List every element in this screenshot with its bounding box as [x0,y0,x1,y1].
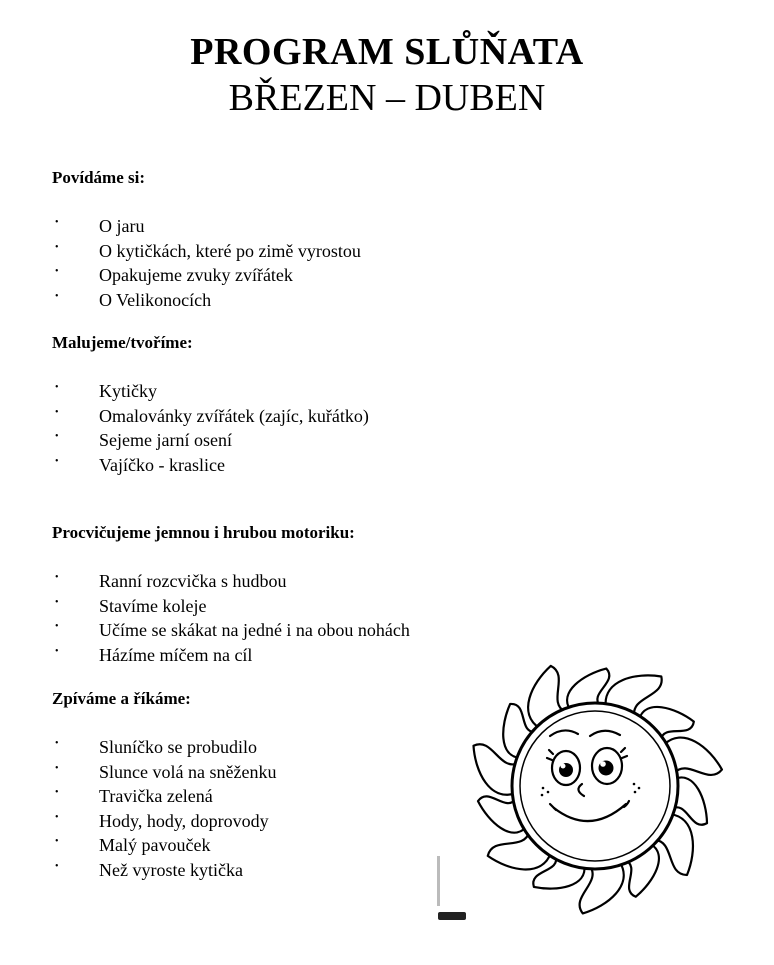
list-item-text: Ranní rozcvička s hudbou [99,571,287,591]
list-item [52,263,492,288]
publisher-logo-icon [438,912,466,920]
list-item [52,379,492,404]
list-item [52,594,492,619]
list-item [52,239,492,264]
bullet-icon: • [55,217,59,228]
item-list [52,735,492,882]
list-item-text: Travička zelená [99,786,213,806]
list-item-text: Vajíčko - kraslice [99,454,225,475]
bullet-icon: • [55,266,59,277]
list-item-text: O Velikonocích [99,289,212,310]
list-item [52,784,492,809]
bullet-icon: • [55,455,59,467]
list-item [52,735,492,760]
section-heading: Povídáme si: [52,168,146,187]
list-item [52,833,492,858]
list-item-text: Malý pavouček [99,835,211,855]
right-eye-shine [600,761,606,767]
bullet-icon: • [55,738,59,749]
item-list [52,569,492,667]
bullet-icon: • [55,572,59,583]
list-item [52,858,492,883]
list-item [52,569,492,594]
item-list [52,214,492,312]
list-item [52,809,492,834]
bullet-icon: • [55,290,59,302]
list-item-text: Učíme se skákat na jedné i na obou nohách [99,620,410,640]
list-item-text: Omalovánky zvířátek (zajíc, kuřátko) [99,405,369,426]
list-item [52,214,492,239]
list-item-text: Sejeme jarní osení [99,430,232,450]
left-eye-shine [561,764,566,769]
list-item-text: Stavíme koleje [99,595,207,616]
list-item-text: Kytičky [99,381,157,401]
bullet-icon: • [55,836,59,847]
list-item [52,288,492,313]
bullet-icon: • [55,406,59,418]
bullet-icon: • [55,860,59,872]
list-item-text: Než vyroste kytička [99,859,243,880]
list-item [52,453,492,478]
list-item [52,618,492,643]
bullet-icon: • [55,811,59,823]
list-item [52,760,492,785]
section-procvicujeme-motoriku [52,521,492,667]
section-malujeme-tvorime [52,331,492,477]
sun-face-outline [512,703,678,869]
item-list [52,379,492,477]
list-item-text: Sluníčko se probudilo [99,737,257,757]
section-povidame-si [52,166,492,312]
list-item [52,643,492,668]
list-item-text: Hody, hody, doprovody [99,810,269,831]
bullet-icon: • [55,382,59,393]
list-item-text: Opakujeme zvuky zvířátek [99,265,293,285]
bullet-icon: • [55,241,59,253]
bullet-icon: • [55,787,59,798]
list-item-text: Házíme míčem na cíl [99,644,253,665]
bullet-icon: • [55,431,59,442]
list-item-text: O jaru [99,216,145,236]
program-period: BŘEZEN – DUBEN [228,77,546,119]
bullet-icon: • [55,645,59,657]
list-item-text: O kytičkách, které po zimě vyrostou [99,240,361,261]
section-heading: Malujeme/tvoříme: [52,333,193,352]
section-heading: Zpíváme a říkáme: [52,689,191,708]
list-item [52,428,492,453]
program-title: PROGRAM SLŮŇATA [190,31,584,73]
copyright-mark [437,856,440,906]
section-heading: Procvičujeme jemnou i hrubou motoriku: [52,523,355,542]
list-item-text: Slunce volá na sněženku [99,761,277,782]
bullet-icon: • [55,762,59,774]
bullet-icon: • [55,621,59,632]
sun-illustration [432,656,758,924]
bullet-icon: • [55,596,59,608]
list-item [52,404,492,429]
section-zpivame-rikame [52,687,492,882]
